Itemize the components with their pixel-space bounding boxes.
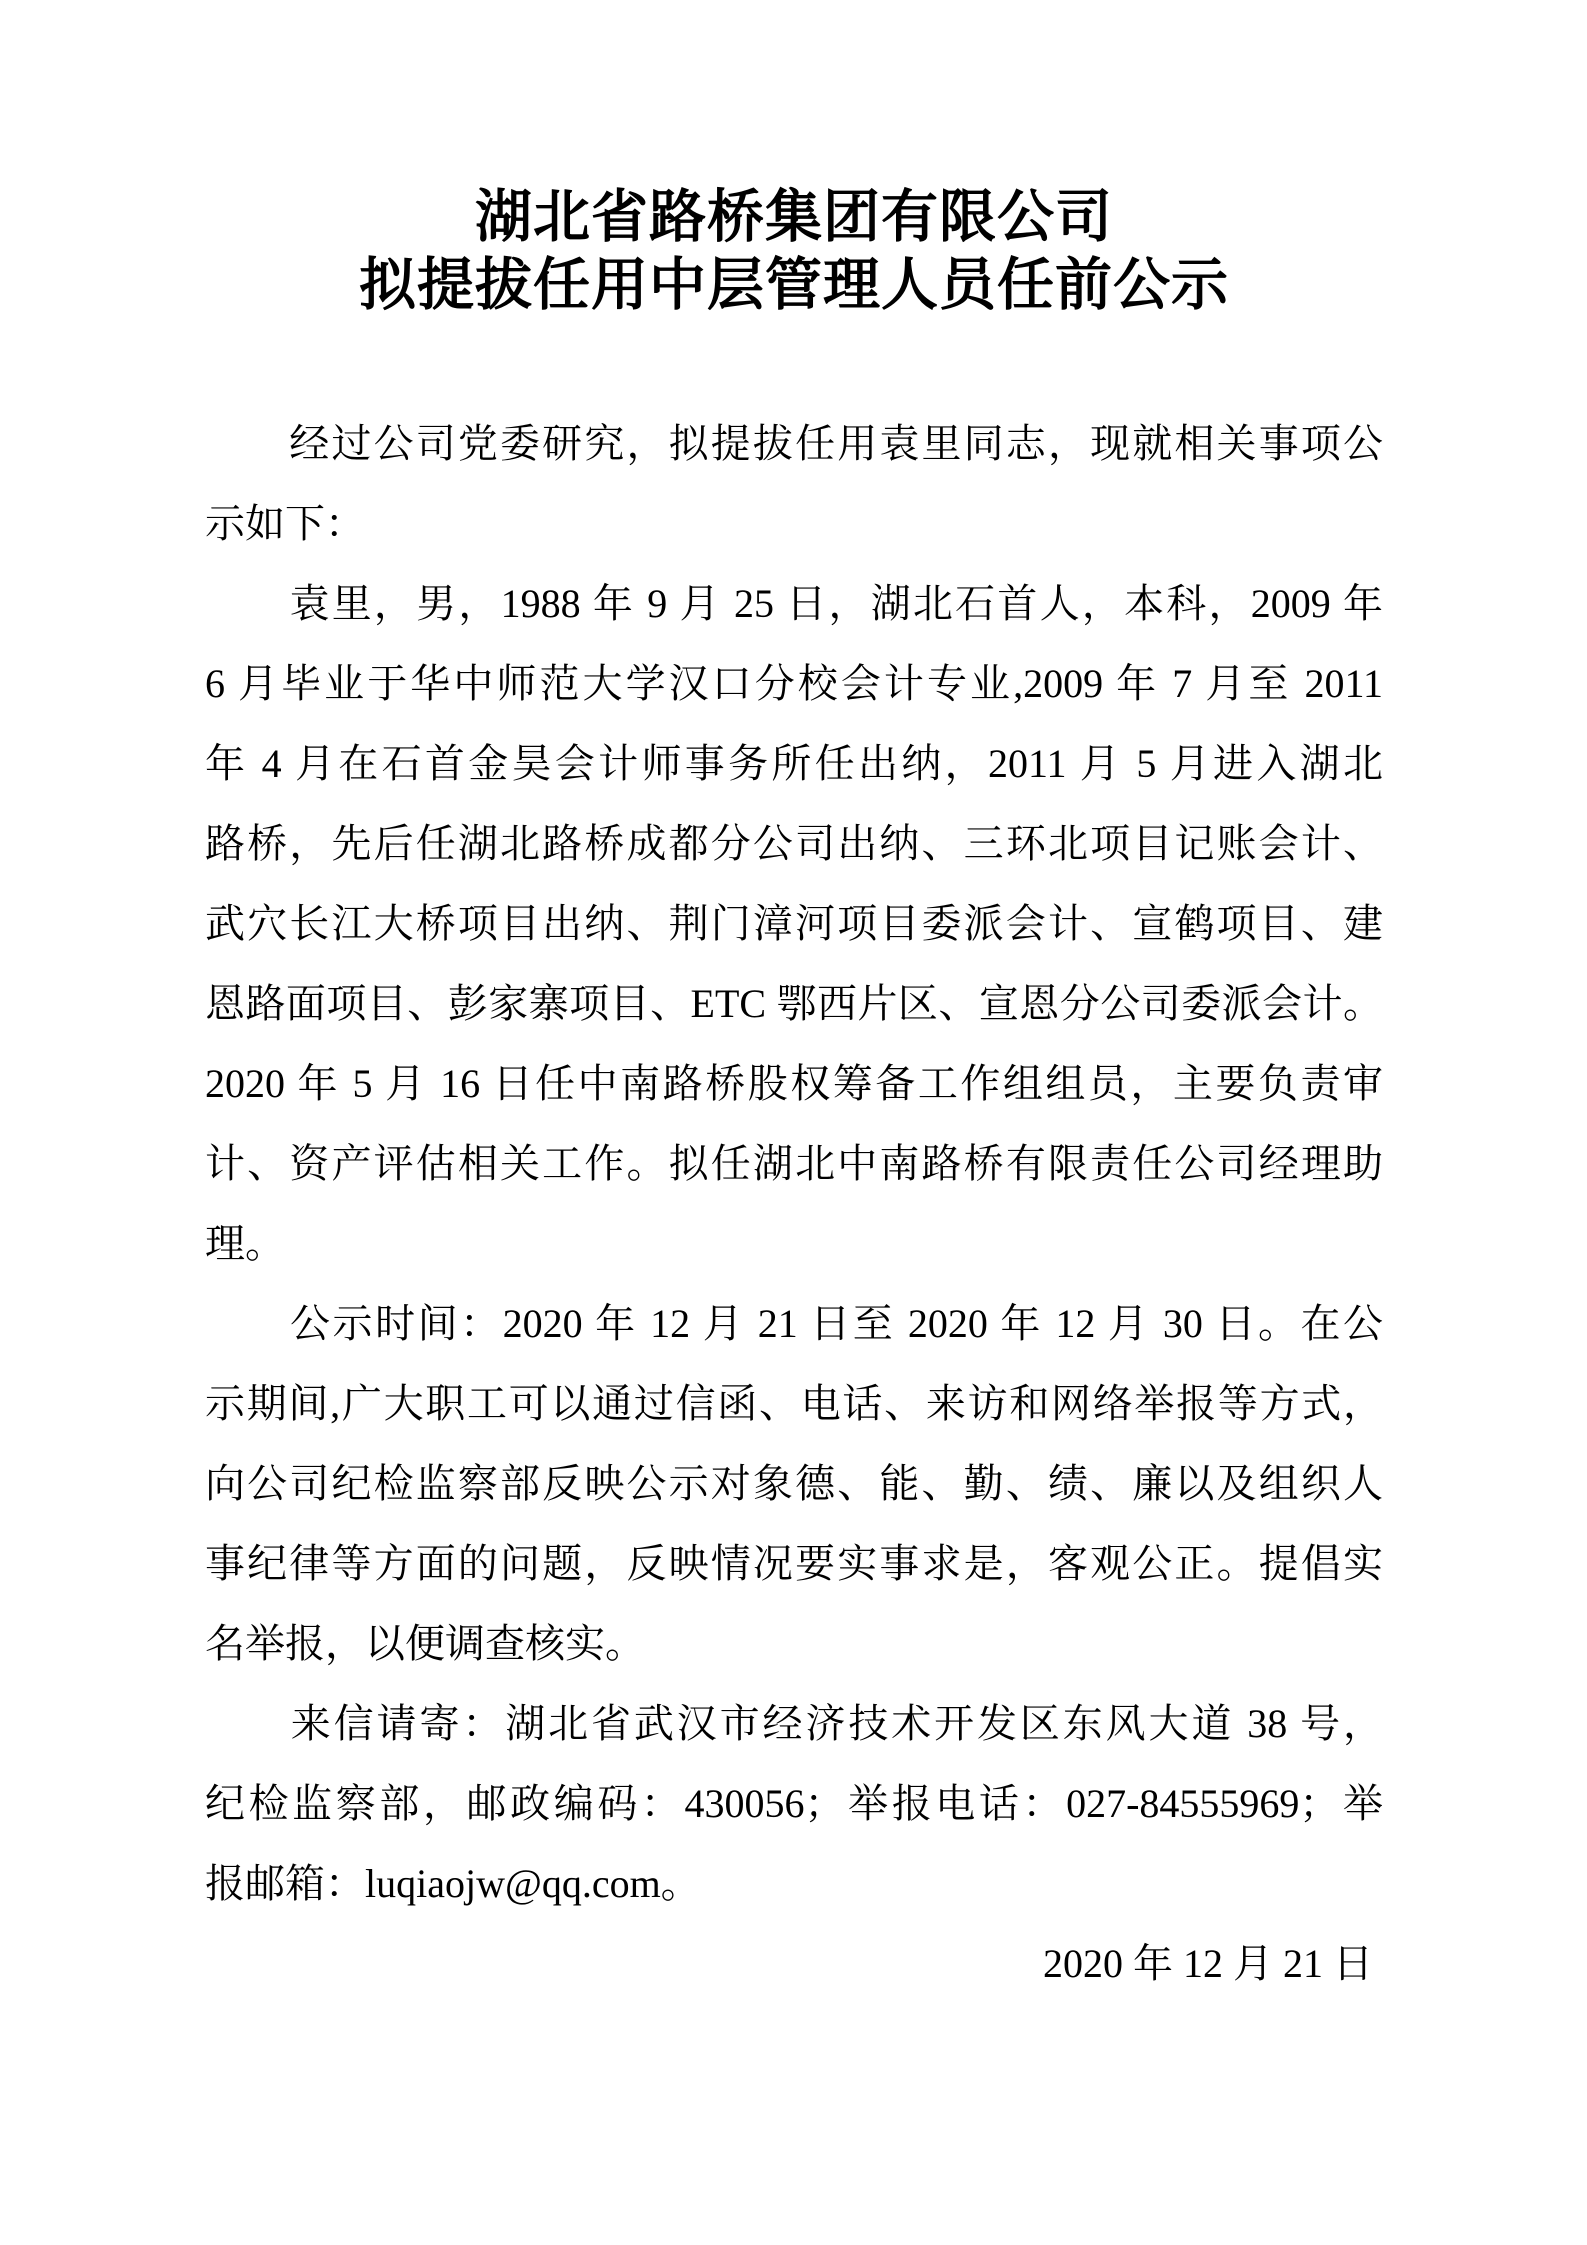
- body-line: 示期间,广大职工可以通过信函、电话、来访和网络举报等方式，: [205, 1381, 1383, 1426]
- body-line: 恩路面项目、彭家寨项目、ETC 鄂西片区、宣恩分公司委派会计。: [205, 981, 1383, 1026]
- body-line: 袁里，男，1988 年 9 月 25 日，湖北石首人，本科，2009 年: [205, 581, 1383, 626]
- body-line: 2020 年 5 月 16 日任中南路桥股权筹备工作组组员，主要负责审: [205, 1061, 1383, 1106]
- body-line: 6 月毕业于华中师范大学汉口分校会计专业,2009 年 7 月至 2011: [205, 661, 1383, 706]
- body-line: 来信请寄：湖北省武汉市经济技术开发区东风大道 38 号，: [205, 1701, 1383, 1746]
- document-content: [205, 0, 1383, 2004]
- body-line: 纪检监察部，邮政编码：430056；举报电话：027-84555969；举: [205, 1781, 1383, 1826]
- title-line-2: 拟提拔任用中层管理人员任前公示: [359, 254, 1229, 317]
- body-line: 事纪律等方面的问题，反映情况要实事求是，客观公正。提倡实: [205, 1541, 1383, 1586]
- body-line: 报邮箱：luqiaojw@qq.com。: [205, 1861, 701, 1906]
- body-line: 理。: [205, 1221, 285, 1266]
- document-title: [205, 0, 1383, 320]
- date-line: 2020 年 12 月 21 日: [1043, 1941, 1373, 1986]
- body-line: 年 4 月在石首金昊会计师事务所任出纳，2011 月 5 月进入湖北: [205, 741, 1383, 786]
- body-line: 路桥，先后任湖北路桥成都分公司出纳、三环北项目记账会计、: [205, 821, 1383, 866]
- body-line: 向公司纪检监察部反映公示对象德、能、勤、绩、廉以及组织人: [205, 1461, 1383, 1506]
- body-line: 计、资产评估相关工作。拟任湖北中南路桥有限责任公司经理助: [205, 1141, 1383, 1186]
- body-line: 公示时间：2020 年 12 月 21 日至 2020 年 12 月 30 日。在公: [205, 1301, 1383, 1346]
- body-line: 示如下：: [205, 501, 365, 546]
- title-line-1: 湖北省路桥集团有限公司: [475, 186, 1113, 249]
- body-line: 名举报，以便调查核实。: [205, 1621, 645, 1666]
- document-body: [205, 404, 1383, 1924]
- body-line: 经过公司党委研究，拟提拔任用袁里同志，现就相关事项公: [205, 421, 1383, 466]
- body-line: 武穴长江大桥项目出纳、荆门漳河项目委派会计、宣鹤项目、建: [205, 901, 1383, 946]
